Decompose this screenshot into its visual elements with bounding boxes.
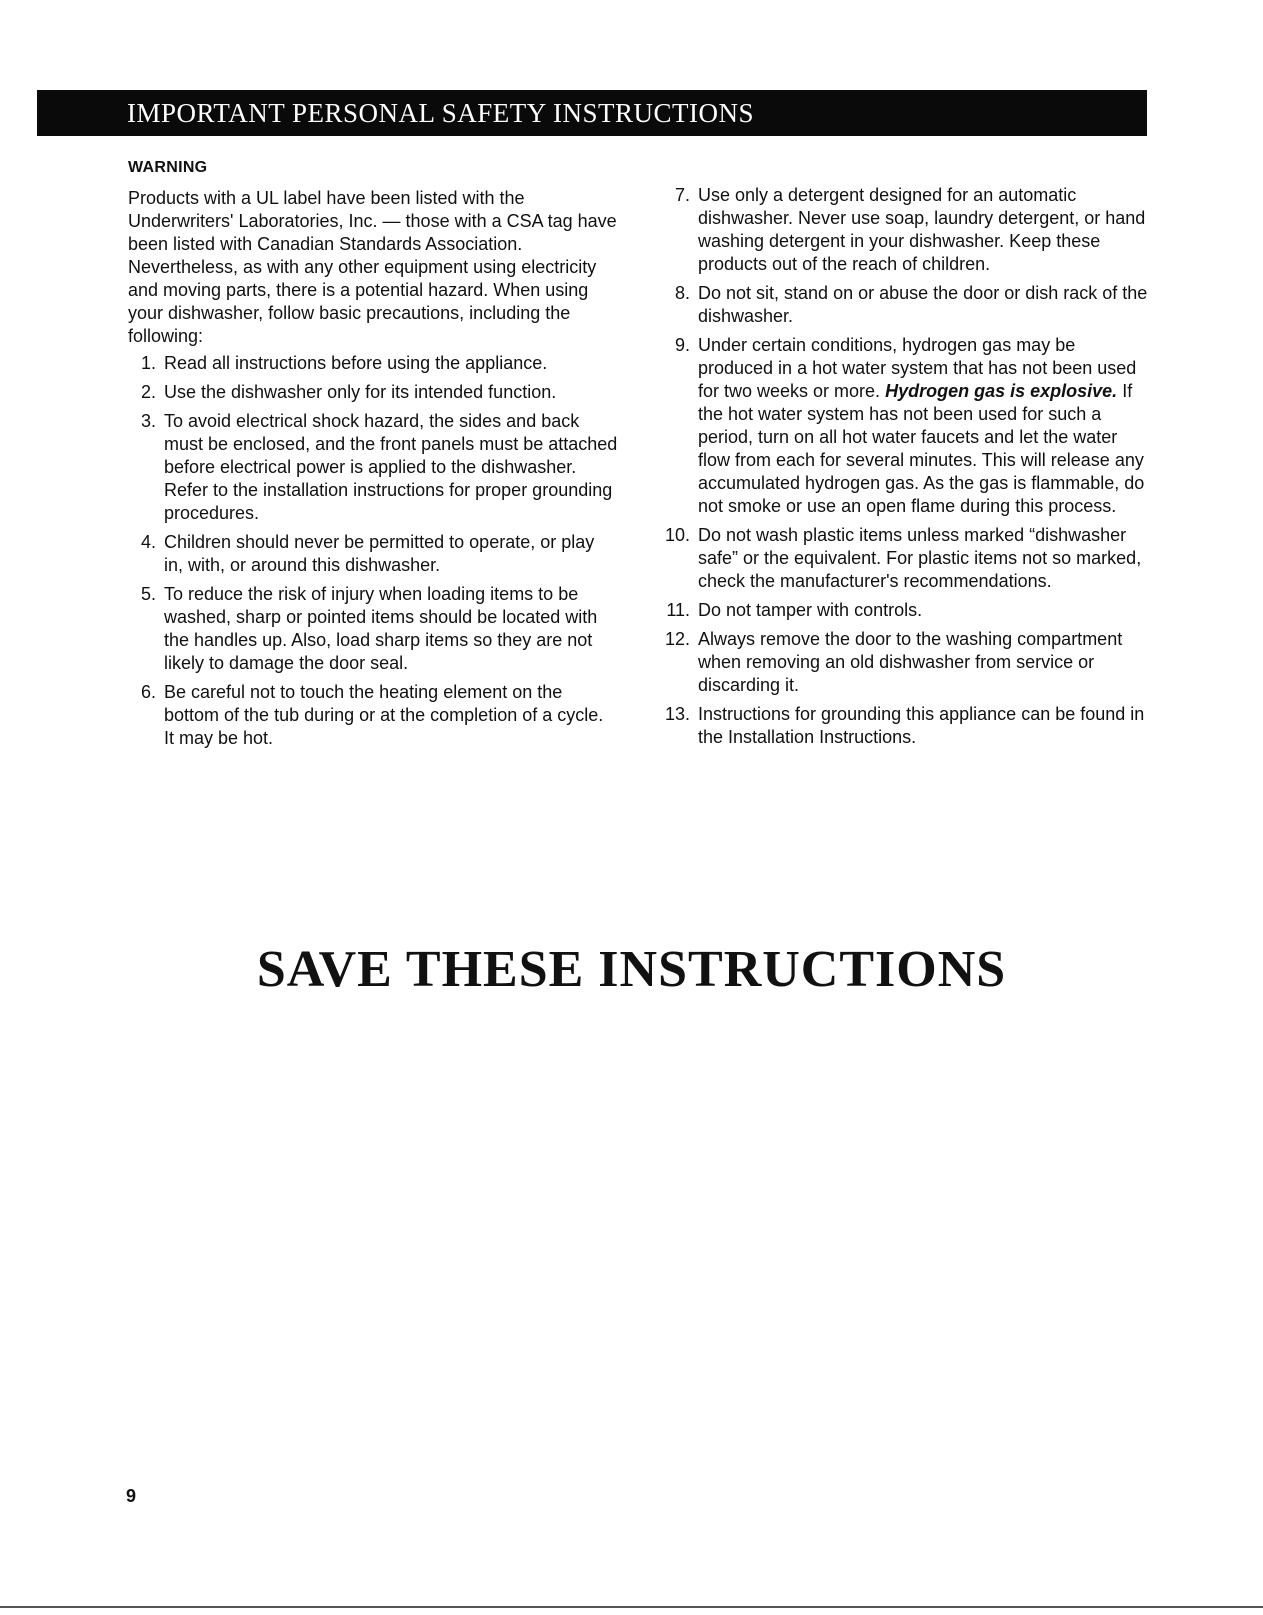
item-text: Use the dishwasher only for its intended function. xyxy=(164,382,557,402)
item-number: 3. xyxy=(140,411,156,431)
item-number: 4. xyxy=(140,532,156,552)
item-text: Do not sit, stand on or abuse the door or dish rack of the dishwasher. xyxy=(698,283,1148,326)
instruction-list-right xyxy=(654,184,1154,749)
hydrogen-warning-emphasis: Hydrogen gas is explosive. xyxy=(885,381,1118,401)
warning-intro: Products with a UL label have been listed with the Underwriters' Laboratories, Inc. — those with a CSA tag have been listed with Canadian Standards Association. Nevertheless, as with any other equipment using electricity and moving parts, there is a potential hazard. When using your dishwasher, follow basic precautions, including the following: xyxy=(128,188,617,346)
list-item xyxy=(128,410,618,525)
item-text: To reduce the risk of injury when loading items to be washed, sharp or pointed items should be located with the handles up. Also, load sharp items so they are not likely to damage the door seal. xyxy=(164,584,598,673)
item-text: Always remove the door to the washing compartment when removing an old dishwasher from service or discarding it. xyxy=(698,629,1123,695)
left-column xyxy=(128,156,618,756)
item-text: Children should never be permitted to operate, or play in, with, or around this dishwasher. xyxy=(164,532,595,575)
item-number: 1. xyxy=(140,353,156,373)
item-number: 9. xyxy=(674,335,690,355)
item-number: 13. xyxy=(664,704,690,724)
item-number: 5. xyxy=(140,584,156,604)
item-number: 10. xyxy=(664,525,690,545)
item-number: 12. xyxy=(664,629,690,649)
instruction-list-left xyxy=(128,352,618,750)
warning-label: WARNING xyxy=(128,159,208,176)
list-item xyxy=(128,583,618,675)
list-item xyxy=(654,282,1154,328)
item-text-after: If the hot water system has not been used for such a period, turn on all hot water faucets and let the water flow from each for several minutes. This will release any accumulated hydrogen gas. As the gas is flammable, do not smoke or use an open flame during this process. xyxy=(698,381,1145,516)
item-number: 8. xyxy=(674,283,690,303)
save-instructions-heading: SAVE THESE INSTRUCTIONS xyxy=(256,941,1007,998)
item-text-compound xyxy=(698,334,1154,518)
item-number: 7. xyxy=(674,185,690,205)
item-number: 2. xyxy=(140,382,156,402)
item-text: Instructions for grounding this appliance can be found in the Installation Instructions. xyxy=(698,704,1145,747)
page-number: 9 xyxy=(126,1486,137,1506)
list-item xyxy=(654,334,1154,518)
list-item xyxy=(128,681,618,750)
item-text: Do not tamper with controls. xyxy=(698,600,923,620)
list-item xyxy=(128,381,618,404)
item-number: 6. xyxy=(140,682,156,702)
item-number: 11. xyxy=(666,600,690,620)
page-title: IMPORTANT PERSONAL SAFETY INSTRUCTIONS xyxy=(127,97,755,128)
list-item xyxy=(654,524,1154,593)
item-text: To avoid electrical shock hazard, the sides and back must be enclosed, and the front panels must be attached before electrical power is applied to the dishwasher. Refer to the installation instructions for proper grounding procedures. xyxy=(164,411,618,523)
list-item xyxy=(128,352,618,375)
right-column xyxy=(654,184,1154,755)
bottom-divider xyxy=(0,1606,1263,1608)
list-item xyxy=(654,599,1154,622)
header-banner xyxy=(37,90,1147,136)
list-item xyxy=(654,628,1154,697)
item-text: Do not wash plastic items unless marked “dishwasher safe” or the equivalent. For plastic items not so marked, check the manufacturer's recommendations. xyxy=(698,525,1142,591)
item-text: Read all instructions before using the appliance. xyxy=(164,353,548,373)
list-item xyxy=(654,703,1154,749)
item-text-before: Under certain conditions, hydrogen gas may be produced in a hot water system that has not been used for two weeks or more. xyxy=(698,335,1137,401)
item-text: Use only a detergent designed for an automatic dishwasher. Never use soap, laundry detergent, or hand washing detergent in your dishwasher. Keep these products out of the reach of children. xyxy=(698,185,1146,274)
list-item xyxy=(654,184,1154,276)
item-text: Be careful not to touch the heating element on the bottom of the tub during or at the completion of a cycle. It may be hot. xyxy=(164,682,604,748)
list-item xyxy=(128,531,618,577)
